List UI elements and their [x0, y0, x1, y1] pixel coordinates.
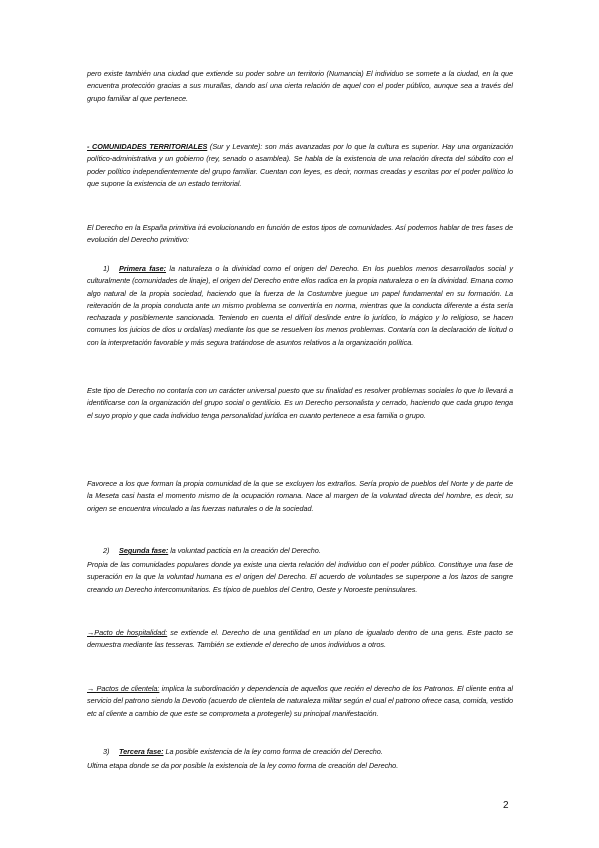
term-label-pacto-hospitalidad: Pacto de hospitalidad:: [94, 628, 168, 637]
paragraph-text: la naturaleza o la divinidad como el origen del Derecho. En los pueblos menos desarrollados social y culturalmente (comunidades de linaje), el origen del Derecho entre ellos radica en la propia naturaleza o en la divinidad. Emana como algo natural de la propia sociedad, haciendo que la fuerza de la Costumbre juegue un papel fundamental en su formación. La reiteración de la propia conducta ante un mismo problema se convertiría en norma, mientras que la conducta diferente a ésta sería rechazada y posiblemente sancionada. Teniendo en cuenta el difícil deslinde entre lo jurídico, lo mágico y lo religioso, se hacen comunes los juicios de dios u ordalías) mediante los que se resuelven los menos problemas. Contaría con la declaración de licitud o con la interpretación favorable y más segura tratándose de asuntos relativos a la organización política.: [87, 264, 513, 347]
paragraph-text: implica la subordinación y dependencia de aquellos que recién el derecho de los Patronos. El cliente entra al servicio del patrono siendo la Devotio (acuerdo de clientela de naturaleza militar según el cual el patrono ofrece casa, comida, vestido etc al cliente a cambio de que este se comprometa a protegerle) su principal manifestación.: [87, 684, 513, 718]
paragraph-text: la voluntad pacticia en la creación del Derecho.: [168, 546, 321, 555]
paragraph-segunda-fase: [87, 545, 513, 557]
paragraph-comunidades-territoriales: [87, 141, 513, 190]
paragraph-ultima-etapa: Ultima etapa donde se da por posible la existencia de la ley como forma de creación del Derecho.: [87, 761, 399, 770]
term-label-pactos-clientela: Pactos de clientela:: [96, 684, 160, 693]
paragraph-primera-fase: [87, 263, 513, 349]
arrow-icon: →: [87, 684, 97, 693]
paragraph-tercera-fase: [87, 746, 513, 758]
page-number: 2: [503, 800, 509, 811]
arrow-icon: →: [87, 628, 95, 637]
paragraph-text: se extiende el. Derecho de una gentilidad en un plano de igualado dentro de una gens. Este pacto se demuestra mediante las tesseras. También se extiende el derecho de unos individuos a otros.: [87, 628, 513, 650]
list-number: 2): [103, 546, 110, 555]
phase-label-primera: Primera fase:: [119, 264, 167, 273]
paragraph-text: : son más avanzadas por lo que la cultura es superior. Hay una organización político-administrativa y un gobierno (rey, senado o asamblea). Se habla de la existencia de una relación directa del súbdito con el poder político independientemente del grupo familiar. Cuentan con leyes, es decir, normas creadas y escritas por el poder político lo que supone la existencia de un estado territorial.: [87, 142, 514, 188]
paragraph-pactos-clientela: [87, 683, 513, 720]
paragraph-favorece: Favorece a los que forman la propia comunidad de la que se excluyen los extraños. Sería propio de pueblos del Norte y de parte de la Meseta casi hasta el momento mismo de la ocupación romana. Nace al margen de la voluntad directa del hombre, es decir, su origen se encuentra vinculado a las fuerzas naturales o de la sociedad.: [87, 479, 513, 513]
list-number: 3): [103, 747, 110, 756]
section-label-comunidades-territoriales: - COMUNIDADES TERRITORIALES: [87, 142, 208, 151]
paragraph-caracter-universal: Este tipo de Derecho no contaría con un carácter universal puesto que su finalidad es resolver problemas sociales lo que lo llevará a identificarse con la organización del grupo social o gentilicio. Es un Derecho personalista y cerrado, haciendo que cada grupo tenga el suyo propio y que cada individuo tenga personalidad jurídica en cuanto pertenece a esa familia o grupo.: [87, 386, 513, 420]
list-number: 1): [103, 264, 110, 273]
phase-label-segunda: Segunda fase:: [119, 546, 169, 555]
region-note: (Sur y Levante): [207, 142, 261, 151]
paragraph-evolucion: El Derecho en la España primitiva irá evolucionando en función de estos tipos de comunidades. Así podemos hablar de tres fases de evolución del Derecho primitivo:: [87, 223, 513, 245]
paragraph-text: La posible existencia de la ley como forma de creación del Derecho.: [163, 747, 383, 756]
paragraph-numancia: pero existe también una ciudad que extiende su poder sobre un territorio (Numancia) El individuo se somete a la ciudad, en la que encuentra protección gracias a sus murallas, dando así una cierta relación de aquel con el poder público, aunque sea a través del grupo familiar al que pertenece.: [87, 69, 513, 103]
paragraph-pacto-hospitalidad: [87, 627, 513, 652]
phase-label-tercera: Tercera fase:: [119, 747, 164, 756]
paragraph-comunidades-populares: Propia de las comunidades populares donde ya existe una cierta relación del individuo con el poder público. Constituye una fase de superación en la que la voluntad humana es el origen del Derecho. El acuerdo de voluntades se superpone a los lazos de sangre creando un Derecho intercomunitarios. Es típico de pueblos del Centro, Oeste y Noroeste peninsulares.: [87, 560, 513, 594]
